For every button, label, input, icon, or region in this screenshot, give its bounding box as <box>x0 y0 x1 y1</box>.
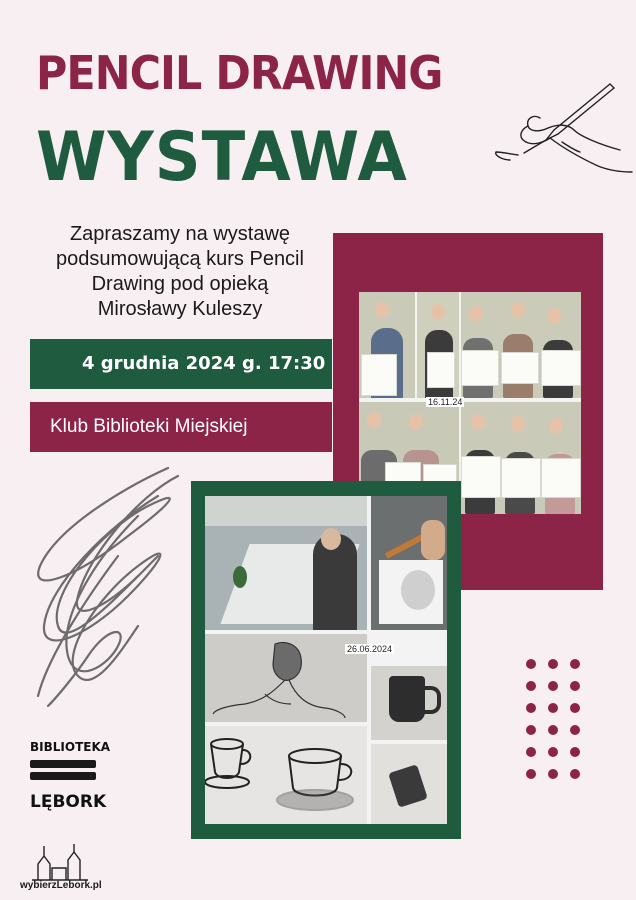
photo-sketch-small-mug <box>371 744 447 824</box>
photo-date-label: 26.06.2024 <box>347 644 393 654</box>
photo-children-with-drawings <box>461 292 581 398</box>
library-logo-book-icon <box>30 772 96 780</box>
library-logo-line1: BIBLIOTEKA <box>30 740 111 754</box>
photo-child-drawing <box>417 292 459 398</box>
invitation-line: Zapraszamy na wystawę <box>69 223 291 245</box>
pencil-scribble-decoration <box>18 456 198 716</box>
photo-sketch-mug <box>371 666 447 740</box>
photo-pencil-drawing-owl <box>371 496 447 630</box>
photo-sketch-girl <box>205 634 367 722</box>
photo-children-with-drawings <box>461 402 581 514</box>
invitation-line: Mirosławy Kuleszy <box>97 298 263 320</box>
photo-workshop-table <box>205 496 367 630</box>
invitation-line: Drawing pod opieką <box>91 273 269 295</box>
drawing-photo-collage-bottom <box>205 496 447 824</box>
decorative-dot-grid <box>526 659 586 779</box>
photo-child-drawing <box>359 292 415 398</box>
poster-title-line2: WYSTAWA <box>36 118 408 197</box>
town-skyline-icon <box>30 842 90 882</box>
photo-date-label: 16.11.24 <box>428 397 463 407</box>
photo-sketch-cups <box>205 726 367 824</box>
event-place-band: Klub Biblioteki Miejskiej <box>30 402 332 452</box>
invitation-text <box>30 222 330 322</box>
library-logo-line2: LĘBORK <box>30 792 107 812</box>
footer-website-link[interactable]: wybierzLebork.pl <box>20 880 102 891</box>
library-logo-book-icon <box>30 760 96 768</box>
invitation-line: podsumowującą kurs Pencil <box>56 248 304 270</box>
hand-drawing-pencil-illustration <box>488 80 633 180</box>
event-date-band: 4 grudnia 2024 g. 17:30 <box>30 339 332 389</box>
poster-title-line1: PENCIL DRAWING <box>36 46 443 100</box>
